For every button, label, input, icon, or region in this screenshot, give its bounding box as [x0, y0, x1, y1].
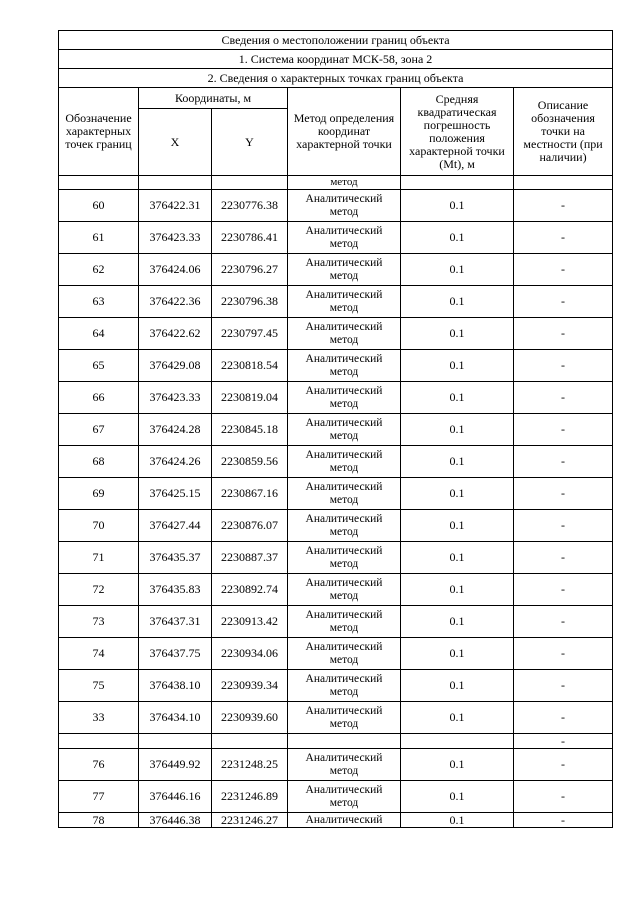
y-coordinate-cell: 2230776.38 [212, 190, 288, 222]
point-cell: 71 [59, 542, 139, 574]
description-cell: - [514, 350, 613, 382]
method-cell: Аналитический метод [288, 286, 401, 318]
boundary-points-table [58, 30, 613, 828]
table-row [59, 702, 613, 734]
points-section-label: 2. Сведения о характерных точках границ объекта [59, 69, 613, 88]
method-cell: Аналитический метод [288, 254, 401, 286]
description-cell: - [514, 318, 613, 350]
point-cell: 65 [59, 350, 139, 382]
x-coordinate-cell: 376437.75 [139, 638, 212, 670]
table-row [59, 350, 613, 382]
x-coordinate-cell: 376435.37 [139, 542, 212, 574]
error-cell: 0.1 [401, 813, 514, 828]
x-coordinate-cell: 376424.26 [139, 446, 212, 478]
description-cell: - [514, 286, 613, 318]
point-cell: 74 [59, 638, 139, 670]
error-cell: 0.1 [401, 781, 514, 813]
coordinate-system-label: 1. Система координат МСК-58, зона 2 [59, 50, 613, 69]
col-header-y: Y [212, 109, 288, 176]
method-cell: Аналитический метод [288, 574, 401, 606]
separator-description-cell: - [514, 734, 613, 749]
error-cell: 0.1 [401, 702, 514, 734]
error-cell: 0.1 [401, 254, 514, 286]
error-cell: 0.1 [401, 318, 514, 350]
method-cell: Аналитический метод [288, 414, 401, 446]
y-coordinate-cell: 2230913.42 [212, 606, 288, 638]
x-coordinate-cell: 376434.10 [139, 702, 212, 734]
y-coordinate-cell: 2230876.07 [212, 510, 288, 542]
y-coordinate-cell: 2230786.41 [212, 222, 288, 254]
error-cell: 0.1 [401, 414, 514, 446]
error-cell: 0.1 [401, 749, 514, 781]
y-coordinate-cell: 2230818.54 [212, 350, 288, 382]
error-cell: 0.1 [401, 286, 514, 318]
table-title: Сведения о местоположении границ объекта [59, 31, 613, 50]
description-cell: - [514, 414, 613, 446]
error-cell: 0.1 [401, 382, 514, 414]
error-cell: 0.1 [401, 446, 514, 478]
continuation-method: метод [288, 176, 401, 190]
x-coordinate-cell: 376446.38 [139, 813, 212, 828]
y-coordinate-cell: 2231246.89 [212, 781, 288, 813]
x-coordinate-cell: 376449.92 [139, 749, 212, 781]
x-coordinate-cell: 376422.36 [139, 286, 212, 318]
error-cell: 0.1 [401, 190, 514, 222]
y-coordinate-cell: 2230845.18 [212, 414, 288, 446]
table-row [59, 542, 613, 574]
error-cell: 0.1 [401, 350, 514, 382]
table-row [59, 510, 613, 542]
x-coordinate-cell: 376435.83 [139, 574, 212, 606]
description-cell: - [514, 542, 613, 574]
continuation-row [59, 176, 613, 190]
x-coordinate-cell: 376437.31 [139, 606, 212, 638]
description-cell: - [514, 382, 613, 414]
point-cell: 73 [59, 606, 139, 638]
method-cell: Аналитический метод [288, 382, 401, 414]
table-row [59, 606, 613, 638]
point-cell: 60 [59, 190, 139, 222]
point-cell: 61 [59, 222, 139, 254]
col-header-description: Описание обозначения точки на местности (при наличии) [514, 88, 613, 176]
section2-row [59, 69, 613, 88]
y-coordinate-cell: 2231248.25 [212, 749, 288, 781]
description-cell: - [514, 813, 613, 828]
col-header-coords: Координаты, м [139, 88, 288, 109]
x-coordinate-cell: 376423.33 [139, 382, 212, 414]
description-cell: - [514, 702, 613, 734]
description-cell: - [514, 478, 613, 510]
description-cell: - [514, 574, 613, 606]
point-cell: 63 [59, 286, 139, 318]
table-row [59, 781, 613, 813]
point-cell: 68 [59, 446, 139, 478]
point-cell: 69 [59, 478, 139, 510]
title-row [59, 31, 613, 50]
error-cell: 0.1 [401, 478, 514, 510]
description-cell: - [514, 190, 613, 222]
point-cell: 75 [59, 670, 139, 702]
method-cell: Аналитический метод [288, 542, 401, 574]
x-coordinate-cell: 376446.16 [139, 781, 212, 813]
table-row [59, 638, 613, 670]
description-cell: - [514, 670, 613, 702]
col-header-error: Средняя квадратическая погрешность положения характерной точки (Mt), м [401, 88, 514, 176]
header-row-1 [59, 88, 613, 109]
method-cell: Аналитический метод [288, 670, 401, 702]
method-cell: Аналитический метод [288, 446, 401, 478]
method-cell: Аналитический метод [288, 749, 401, 781]
description-cell: - [514, 254, 613, 286]
method-cell: Аналитический метод [288, 781, 401, 813]
x-coordinate-cell: 376429.08 [139, 350, 212, 382]
description-cell: - [514, 749, 613, 781]
separator-row [59, 734, 613, 749]
table-row [59, 813, 613, 828]
error-cell: 0.1 [401, 606, 514, 638]
method-cell: Аналитический метод [288, 510, 401, 542]
point-cell: 76 [59, 749, 139, 781]
point-cell: 66 [59, 382, 139, 414]
y-coordinate-cell: 2230887.37 [212, 542, 288, 574]
description-cell: - [514, 446, 613, 478]
description-cell: - [514, 222, 613, 254]
point-cell: 70 [59, 510, 139, 542]
x-coordinate-cell: 376424.06 [139, 254, 212, 286]
table-row [59, 190, 613, 222]
x-coordinate-cell: 376422.31 [139, 190, 212, 222]
col-header-point: Обозначение характерных точек границ [59, 88, 139, 176]
error-cell: 0.1 [401, 670, 514, 702]
y-coordinate-cell: 2230797.45 [212, 318, 288, 350]
section1-row [59, 50, 613, 69]
table-row [59, 478, 613, 510]
table-row [59, 670, 613, 702]
table-row [59, 222, 613, 254]
method-cell: Аналитический метод [288, 350, 401, 382]
y-coordinate-cell: 2230819.04 [212, 382, 288, 414]
point-cell: 67 [59, 414, 139, 446]
table-row [59, 254, 613, 286]
description-cell: - [514, 781, 613, 813]
table-row [59, 382, 613, 414]
method-cell: Аналитический метод [288, 222, 401, 254]
point-cell: 78 [59, 813, 139, 828]
y-coordinate-cell: 2230939.60 [212, 702, 288, 734]
x-coordinate-cell: 376427.44 [139, 510, 212, 542]
y-coordinate-cell: 2230859.56 [212, 446, 288, 478]
y-coordinate-cell: 2230796.27 [212, 254, 288, 286]
x-coordinate-cell: 376424.28 [139, 414, 212, 446]
table-row [59, 749, 613, 781]
table-row [59, 574, 613, 606]
description-cell: - [514, 638, 613, 670]
error-cell: 0.1 [401, 222, 514, 254]
y-coordinate-cell: 2231246.27 [212, 813, 288, 828]
error-cell: 0.1 [401, 638, 514, 670]
method-cell: Аналитический метод [288, 702, 401, 734]
x-coordinate-cell: 376425.15 [139, 478, 212, 510]
method-cell: Аналитический метод [288, 318, 401, 350]
point-cell: 62 [59, 254, 139, 286]
error-cell: 0.1 [401, 574, 514, 606]
table-row [59, 414, 613, 446]
x-coordinate-cell: 376423.33 [139, 222, 212, 254]
description-cell: - [514, 510, 613, 542]
table-row [59, 318, 613, 350]
col-header-x: X [139, 109, 212, 176]
description-cell: - [514, 606, 613, 638]
error-cell: 0.1 [401, 542, 514, 574]
x-coordinate-cell: 376422.62 [139, 318, 212, 350]
point-cell: 72 [59, 574, 139, 606]
point-cell: 77 [59, 781, 139, 813]
table-row [59, 446, 613, 478]
method-cell: Аналитический метод [288, 190, 401, 222]
error-cell: 0.1 [401, 510, 514, 542]
method-cell: Аналитический [288, 813, 401, 828]
method-cell: Аналитический метод [288, 606, 401, 638]
y-coordinate-cell: 2230934.06 [212, 638, 288, 670]
method-cell: Аналитический метод [288, 638, 401, 670]
point-cell: 33 [59, 702, 139, 734]
y-coordinate-cell: 2230892.74 [212, 574, 288, 606]
y-coordinate-cell: 2230796.38 [212, 286, 288, 318]
x-coordinate-cell: 376438.10 [139, 670, 212, 702]
y-coordinate-cell: 2230867.16 [212, 478, 288, 510]
y-coordinate-cell: 2230939.34 [212, 670, 288, 702]
col-header-method: Метод определения координат характерной точки [288, 88, 401, 176]
method-cell: Аналитический метод [288, 478, 401, 510]
point-cell: 64 [59, 318, 139, 350]
table-row [59, 286, 613, 318]
